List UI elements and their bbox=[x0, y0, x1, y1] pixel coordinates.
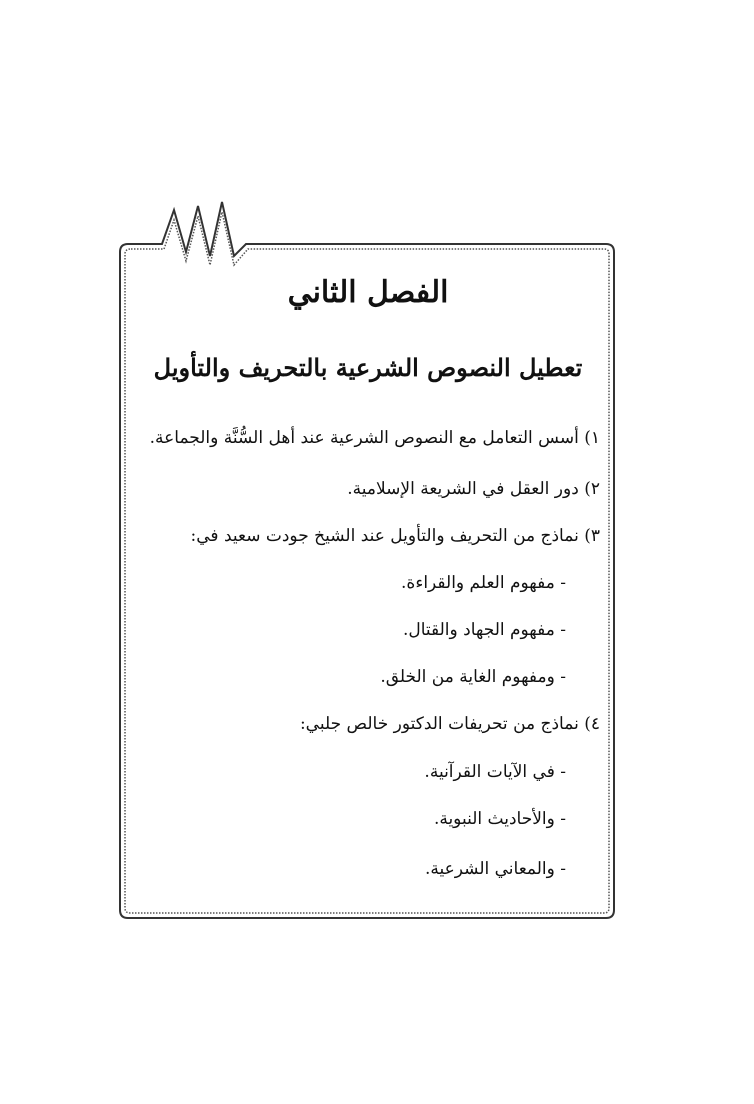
list-item bbox=[128, 479, 600, 499]
sub-item: - ومفهوم الغاية من الخلق. bbox=[380, 667, 566, 687]
sub-item: - مفهوم الجهاد والقتال. bbox=[402, 620, 566, 640]
chapter-content bbox=[128, 255, 608, 905]
chapter-title: الفصل الثاني bbox=[287, 275, 449, 310]
item-number: ٣) bbox=[584, 526, 600, 546]
list-item bbox=[128, 526, 600, 546]
item-number: ٤) bbox=[584, 714, 600, 734]
item-number: ١) bbox=[584, 428, 600, 448]
item-text: نماذج من التحريف والتأويل عند الشيخ جودت سعيد في: bbox=[190, 526, 579, 546]
sub-item: - مفهوم العلم والقراءة. bbox=[401, 573, 566, 593]
item-text: دور العقل في الشريعة الإسلامية. bbox=[347, 479, 579, 499]
sub-item: - والأحاديث النبوية. bbox=[433, 809, 566, 829]
list-item bbox=[128, 428, 600, 448]
sub-item: - في الآيات القرآنية. bbox=[424, 762, 566, 782]
item-text: أسس التعامل مع النصوص الشرعية عند أهل السُّنَّة والجماعة. bbox=[149, 428, 579, 448]
list-item bbox=[128, 714, 600, 734]
item-text: نماذج من تحريفات الدكتور خالص جلبي: bbox=[299, 714, 579, 734]
chapter-subtitle: تعطيل النصوص الشرعية بالتحريف والتأويل bbox=[153, 353, 583, 382]
sub-item: - والمعاني الشرعية. bbox=[424, 859, 566, 879]
item-number: ٢) bbox=[584, 479, 600, 499]
